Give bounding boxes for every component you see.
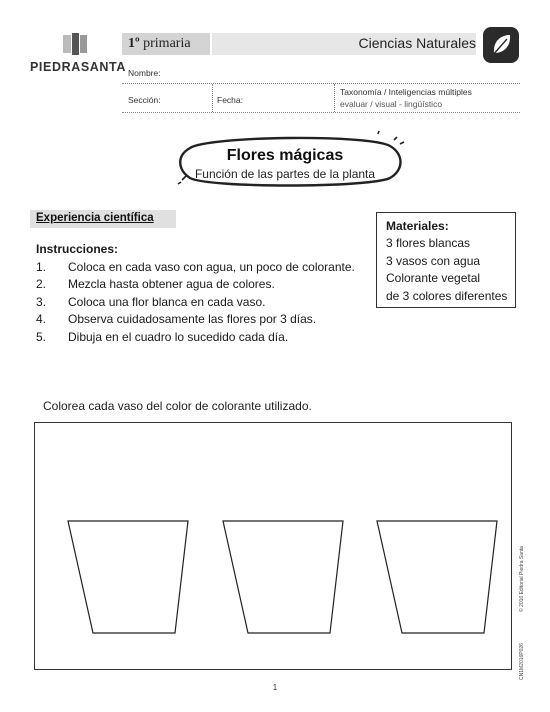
nombre-line (122, 83, 520, 84)
activity-instruction: Colorea cada vaso del color de colorante utilizado. (43, 399, 312, 413)
seccion-label: Sección: (128, 95, 161, 105)
instruction-item (36, 311, 376, 328)
side-code: CN1M2016P026 (519, 643, 525, 680)
side-copyright: © 2016 Editorial Piedra Santa (519, 546, 525, 612)
taxonomy-sub: evaluar / visual - lingüístico (340, 99, 443, 109)
page-subtitle: Función de las partes de la planta (194, 167, 376, 181)
header-bottom-line (122, 112, 520, 113)
instruction-text: Dibuja en el cuadro lo sucedido cada día. (68, 329, 289, 344)
vase-outline-2 (223, 521, 343, 633)
experiencia-label: Experiencia científica (36, 212, 154, 224)
nombre-label: Nombre: (128, 68, 161, 78)
materiales-list (386, 235, 507, 305)
divider-1 (212, 84, 213, 112)
instruction-item (36, 294, 376, 311)
material-item: de 3 colores diferentes (386, 288, 508, 303)
material-item: 3 flores blancas (386, 236, 471, 250)
pots-drawing (34, 422, 512, 670)
instruction-item (36, 276, 376, 293)
book-logo-icon (62, 33, 88, 55)
instruction-number: 3. (36, 294, 47, 309)
logo-text: PIEDRASANTA (30, 60, 126, 74)
vase-outline-1 (68, 521, 188, 633)
divider-2 (334, 84, 335, 112)
taxonomy-label: Taxonomía / Inteligencias múltiples (340, 87, 472, 97)
instructions-list (36, 259, 376, 346)
instruction-item (36, 259, 376, 276)
page-title: Flores mágicas (226, 147, 344, 164)
material-item: Colorante vegetal (386, 271, 481, 285)
fecha-label: Fecha: (217, 95, 243, 105)
instruction-text: Coloca una flor blanca en cada vaso. (68, 294, 266, 309)
vase-outline-3 (377, 521, 497, 633)
leaf-icon (482, 26, 520, 64)
grade-label: 1º primaria (128, 36, 191, 51)
materiales-title: Materiales: (386, 219, 449, 233)
page-number: 1 (272, 683, 278, 692)
instruction-number: 4. (36, 312, 47, 327)
instruction-text: Coloca en cada vaso con agua, un poco de colorante. (68, 260, 355, 274)
instruction-number: 5. (36, 329, 47, 344)
material-item: 3 vasos con agua (386, 253, 481, 268)
instructions-title: Instrucciones: (36, 242, 119, 256)
taxonomy (340, 86, 472, 110)
instruction-number: 2. (36, 277, 47, 292)
instruction-text: Observa cuidadosamente las flores por 3 días. (68, 312, 317, 327)
instruction-item (36, 329, 376, 346)
instruction-text: Mezcla hasta obtener agua de colores. (68, 277, 275, 292)
subject-label: Ciencias Naturales (358, 35, 476, 51)
instruction-number: 1. (36, 260, 47, 274)
